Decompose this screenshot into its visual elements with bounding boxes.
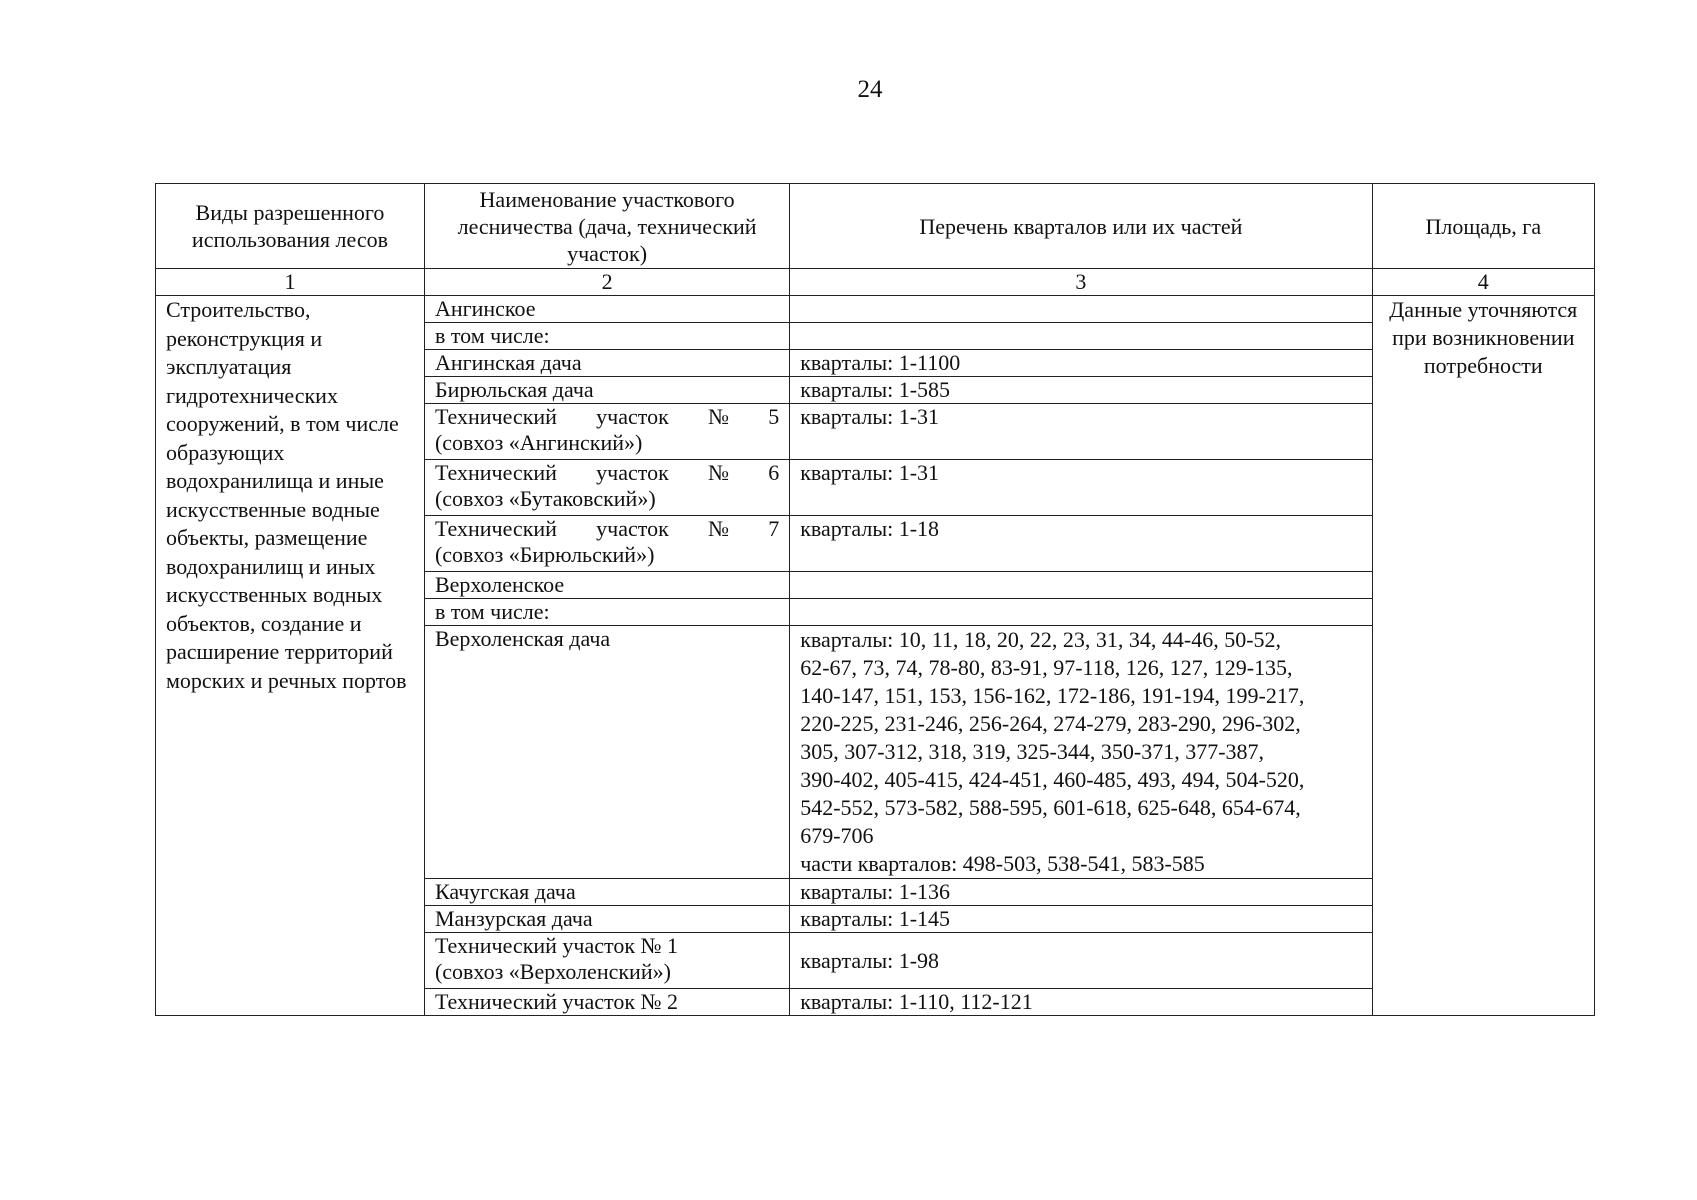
forestry-name (424, 460, 789, 516)
header-blocks-list: Перечень кварталов или их частей (790, 184, 1372, 269)
blocks-line: 542-552, 573-582, 588-595, 601-618, 625-648, 654-674, (800, 795, 1301, 820)
blocks-line: части кварталов: 498-503, 538-541, 583-585 (800, 851, 1205, 876)
blocks-cell: кварталы: 1-136 (790, 879, 1372, 906)
table-row (156, 296, 1595, 323)
tech-subtitle: (совхоз «Бирюльский») (434, 542, 655, 567)
forestry-name: Технический участок № 2 (424, 989, 789, 1016)
page-number: 24 (857, 76, 883, 103)
forestry-name: Ангинская дача (424, 350, 789, 377)
tech-subtitle: (совхоз «Верхоленский») (434, 959, 671, 984)
blocks-line: 305, 307-312, 318, 319, 325-344, 350-371, 377-387, (800, 739, 1265, 764)
blocks-cell: кварталы: 1-585 (790, 377, 1372, 404)
blocks-cell (790, 323, 1372, 350)
forestry-name: Верхоленское (424, 572, 789, 599)
tech-word: № (707, 516, 729, 541)
use-type-cell: Строительство, реконструкция и эксплуатация гидротехнических сооружений, в том числе образующих водохранилища и иные искусственные водные объекты, размещение водохранилищ и иных искусственных водных объектов, создание и расширение территорий морских и речных портов (156, 296, 425, 1016)
blocks-line: 220-225, 231-246, 256-264, 274-279, 283-290, 296-302, (800, 711, 1301, 736)
forestry-name: в том числе: (424, 599, 789, 626)
forestry-name: Качугская дача (424, 879, 789, 906)
tech-word: № (707, 404, 729, 429)
tech-word: 5 (768, 404, 780, 429)
blocks-cell: кварталы: 1-31 (790, 404, 1372, 460)
tech-word: Технический (434, 516, 557, 541)
area-cell: Данные уточняются при возникновении потребности (1372, 296, 1594, 1016)
tech-title: Технический участок № 1 (434, 933, 679, 958)
header-use-type: Виды разрешенного использования лесов (156, 184, 425, 269)
forestry-name: Ангинское (424, 296, 789, 323)
column-numbers-row (156, 269, 1595, 296)
column-number: 3 (790, 269, 1372, 296)
forestry-name (424, 404, 789, 460)
blocks-cell (790, 599, 1372, 626)
tech-word: 6 (768, 460, 780, 485)
tech-word: № (707, 460, 729, 485)
header-area: Площадь, га (1372, 184, 1594, 269)
tech-subtitle: (совхоз «Ангинский») (434, 430, 643, 455)
blocks-line: 140-147, 151, 153, 156-162, 172-186, 191-194, 199-217, (800, 683, 1305, 708)
column-number: 4 (1372, 269, 1594, 296)
tech-word: участок (596, 404, 669, 429)
blocks-cell (790, 626, 1372, 879)
tech-word: участок (596, 516, 669, 541)
blocks-line: кварталы: 10, 11, 18, 20, 22, 23, 31, 34, 44-46, 50-52, (800, 627, 1282, 652)
forest-use-table (155, 183, 1595, 1016)
column-number: 1 (156, 269, 425, 296)
blocks-cell: кварталы: 1-110, 112-121 (790, 989, 1372, 1016)
blocks-cell: кварталы: 1-18 (790, 516, 1372, 572)
blocks-cell: кварталы: 1-31 (790, 460, 1372, 516)
forestry-name (424, 933, 789, 989)
blocks-cell: кварталы: 1-145 (790, 906, 1372, 933)
tech-word: Технический (434, 404, 557, 429)
blocks-line: 679-706 (800, 823, 874, 848)
header-forestry-name: Наименование участкового лесничества (дача, технический участок) (424, 184, 789, 269)
forestry-name: в том числе: (424, 323, 789, 350)
blocks-cell (790, 572, 1372, 599)
forestry-name: Верхоленская дача (424, 626, 789, 879)
tech-word: 7 (768, 516, 780, 541)
tech-subtitle: (совхоз «Бутаковский») (434, 486, 656, 511)
forestry-name: Бирюльская дача (424, 377, 789, 404)
forestry-name (424, 516, 789, 572)
tech-word: Технический (434, 460, 557, 485)
tech-word: участок (596, 460, 669, 485)
blocks-line: 62-67, 73, 74, 78-80, 83-91, 97-118, 126, 127, 129-135, (800, 655, 1293, 680)
blocks-cell (790, 296, 1372, 323)
blocks-cell: кварталы: 1-98 (790, 933, 1372, 989)
column-number: 2 (424, 269, 789, 296)
header-row (156, 184, 1595, 269)
blocks-cell: кварталы: 1-1100 (790, 350, 1372, 377)
blocks-line: 390-402, 405-415, 424-451, 460-485, 493, 494, 504-520, (800, 767, 1305, 792)
forestry-name: Манзурская дача (424, 906, 789, 933)
